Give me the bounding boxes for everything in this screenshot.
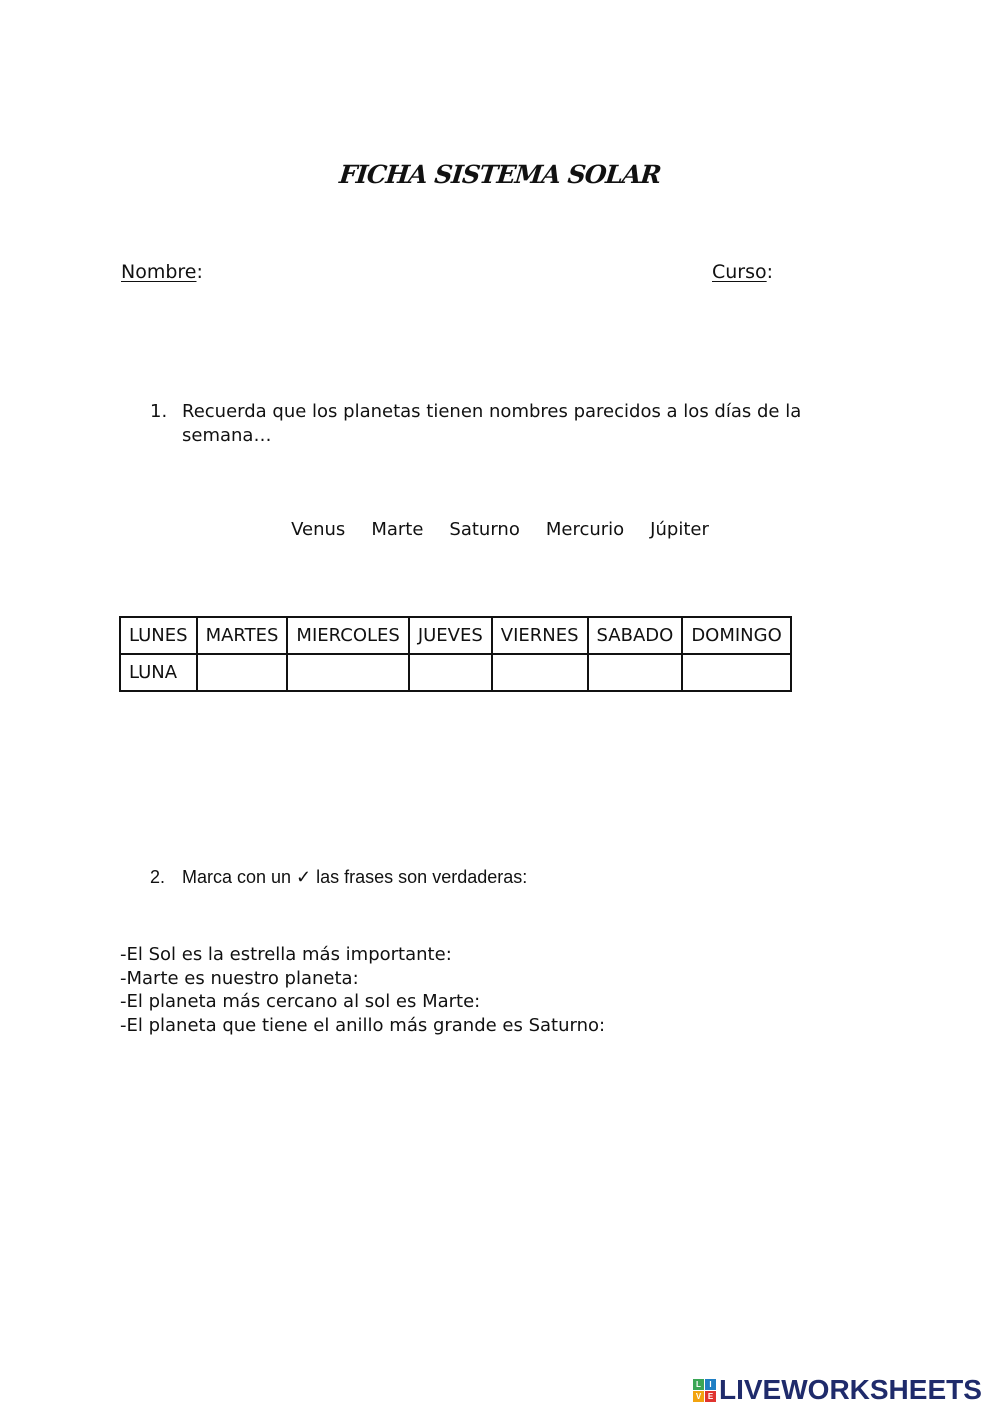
logo-tile: I [705,1379,716,1390]
liveworksheets-logo [693,1374,982,1406]
question-2-text: Marca con un ✓ las frases son verdaderas: [182,867,528,887]
answer-cell[interactable] [409,654,492,691]
planet-word[interactable]: Venus [291,519,346,540]
statement-item[interactable]: -El planeta más cercano al sol es Marte: [120,991,481,1012]
nombre-label: Nombre [121,261,197,283]
logo-tile: V [693,1391,704,1402]
table-header-cell: VIERNES [492,617,588,654]
table-cell: LUNA [120,654,197,691]
days-planets-table [119,616,792,692]
answer-cell[interactable] [588,654,683,691]
logo-tiles-icon [693,1379,716,1402]
curso-colon: : [766,261,774,283]
nombre-field[interactable] [121,261,203,283]
statement-item[interactable]: -El planeta que tiene el anillo más grande es Saturno: [120,1014,606,1036]
planet-word-bank [0,519,1000,540]
table-header-cell: DOMINGO [682,617,790,654]
answer-cell[interactable] [492,654,588,691]
curso-field[interactable] [712,261,773,283]
statement-item[interactable]: -Marte es nuestro planeta: [120,967,359,989]
question-2-number: 2. [150,867,166,887]
planet-word[interactable]: Júpiter [650,519,709,540]
page-title: FICHA SISTEMA SOLAR [338,160,662,189]
question-2 [150,867,527,888]
table-header-cell: JUEVES [409,617,492,654]
answer-cell[interactable] [197,654,288,691]
table-header-cell: SABADO [588,617,683,654]
statement-item[interactable]: -El Sol es la estrella más importante: [120,944,452,965]
table-header-cell: MARTES [197,617,288,654]
planet-word[interactable]: Mercurio [545,519,625,540]
nombre-colon: : [196,261,203,283]
table-header-cell: LUNES [120,617,197,654]
logo-tile: L [693,1379,704,1390]
table-header-cell: MIERCOLES [287,617,408,654]
answer-cell[interactable] [287,654,408,691]
logo-text: LIVEWORKSHEETS [719,1374,982,1405]
planet-word[interactable]: Saturno [449,519,520,540]
answer-cell[interactable] [682,654,790,691]
curso-label: Curso [712,261,767,283]
planet-word[interactable]: Marte [371,519,424,540]
logo-tile: E [705,1391,716,1402]
table-header-row [120,617,791,654]
question-1-text: Recuerda que los planetas tienen nombres parecidos a los días de la semana… [182,401,802,446]
statements-list [120,943,605,1037]
table-row [120,654,791,691]
question-1-number: 1. [150,401,168,422]
